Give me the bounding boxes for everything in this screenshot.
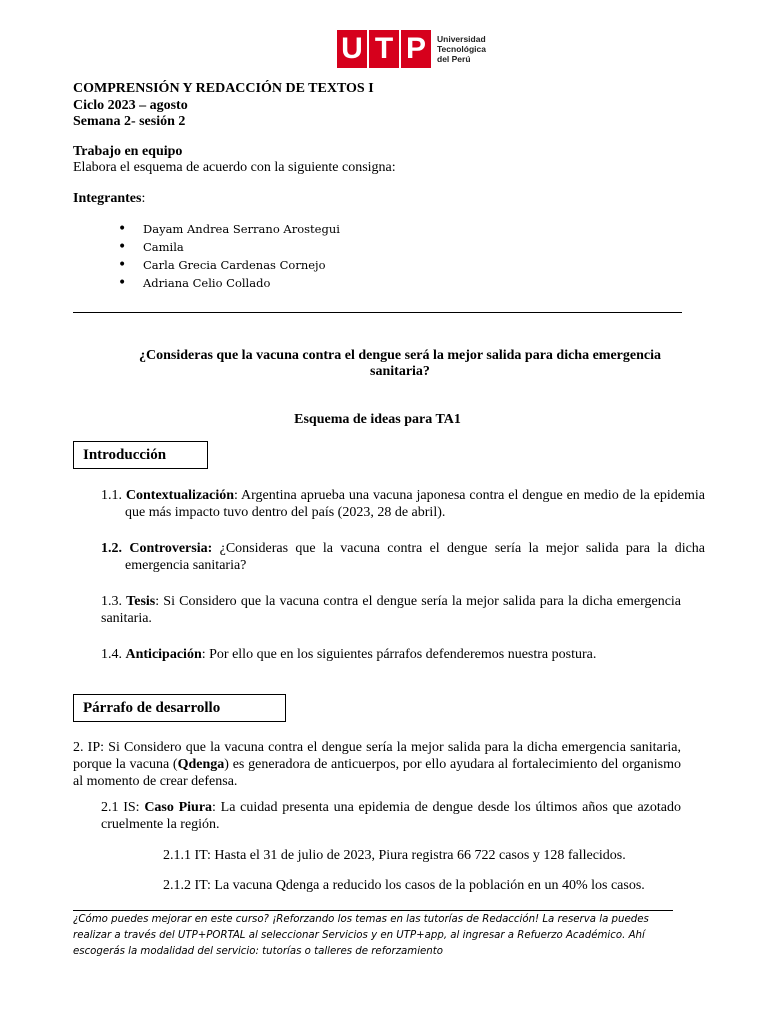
secondary-idea: 2.1 IS: Caso Piura: La cuidad presenta una epidemia de dengue desde los últimos años que azotado cruelmente la región. — [101, 800, 681, 832]
list-item: • Camila — [118, 238, 340, 256]
list-item: • Carla Grecia Cardenas Cornejo — [118, 256, 340, 274]
logo-letter-t: T — [369, 30, 399, 68]
divider — [73, 312, 682, 313]
university-name: Universidad Tecnológica del Perú — [437, 34, 486, 64]
intro-item-1-4: 1.4. Anticipación: Por ello que en los siguientes párrafos defenderemos nuestra postura. — [101, 647, 597, 662]
logo-letter-u: U — [337, 30, 367, 68]
intro-item-1-1: 1.1. Contextualización: Argentina aprueba una vacuna japonesa contra el dengue en medio de la epidemia que más impacto tuvo dentro del país (2023, 28 de abril). — [101, 488, 706, 520]
cycle: Ciclo 2023 – agosto — [73, 98, 188, 113]
question: ¿Consideras que la vacuna contra el dengue será la mejor salida para dicha emergencia sanitaria? — [139, 348, 661, 379]
instruction: Elabora el esquema de acuerdo con la siguiente consigna: — [73, 160, 396, 175]
scheme-title: Esquema de ideas para TA1 — [294, 412, 461, 427]
intro-item-1-3: 1.3. Tesis: Si Considero que la vacuna contra el dengue sería la mejor salida para la dicha emergencia sanitaria. — [101, 594, 682, 626]
tertiary-idea-2: 2.1.2 IT: La vacuna Qdenga a reducido los casos de la población en un 40% los casos. — [163, 878, 645, 893]
intro-item-1-2: 1.2. Controversia: ¿Consideras que la vacuna contra el dengue sería la mejor salida para la dicha emergencia sanitaria? — [101, 541, 706, 573]
development-heading-box: Párrafo de desarrollo — [73, 694, 286, 722]
members-heading: Integrantes: — [73, 191, 146, 206]
footer-note: ¿Cómo puedes mejorar en este curso? ¡Reforzando los temas en las tutorías de Redacción! La reserva la puedes realizar a través del UTP+PORTAL al seleccionar Servicios y en UTP+app, al ingresar a Refuerzo Académico. Ahí escogerás la modalidad del servicio: tutorías o talleres de reforzamiento — [73, 914, 649, 957]
intro-heading-box: Introducción — [73, 441, 208, 469]
week-session: Semana 2- sesión 2 — [73, 114, 186, 129]
utp-logo — [337, 30, 487, 68]
members-list — [118, 220, 340, 292]
list-item: • Adriana Celio Collado — [118, 274, 340, 292]
work-type: Trabajo en equipo — [73, 144, 183, 159]
logo-letter-p: P — [401, 30, 431, 68]
tertiary-idea-1: 2.1.1 IT: Hasta el 31 de julio de 2023, Piura registra 66 722 casos y 128 fallecidos. — [163, 848, 626, 863]
list-item: • Dayam Andrea Serrano Arostegui — [118, 220, 340, 238]
main-idea-paragraph: 2. IP: Si Considero que la vacuna contra el dengue sería la mejor salida para la dicha emergencia sanitaria, porque la vacuna (Qdenga) es generadora de anticuerpos, por ello ayudara al fortalecimiento del organismo al momento de crear defensa. — [73, 740, 681, 789]
footer-divider — [73, 910, 673, 911]
utp-logo-mark — [337, 30, 433, 68]
course-title: COMPRENSIÓN Y REDACCIÓN DE TEXTOS I — [73, 81, 374, 96]
